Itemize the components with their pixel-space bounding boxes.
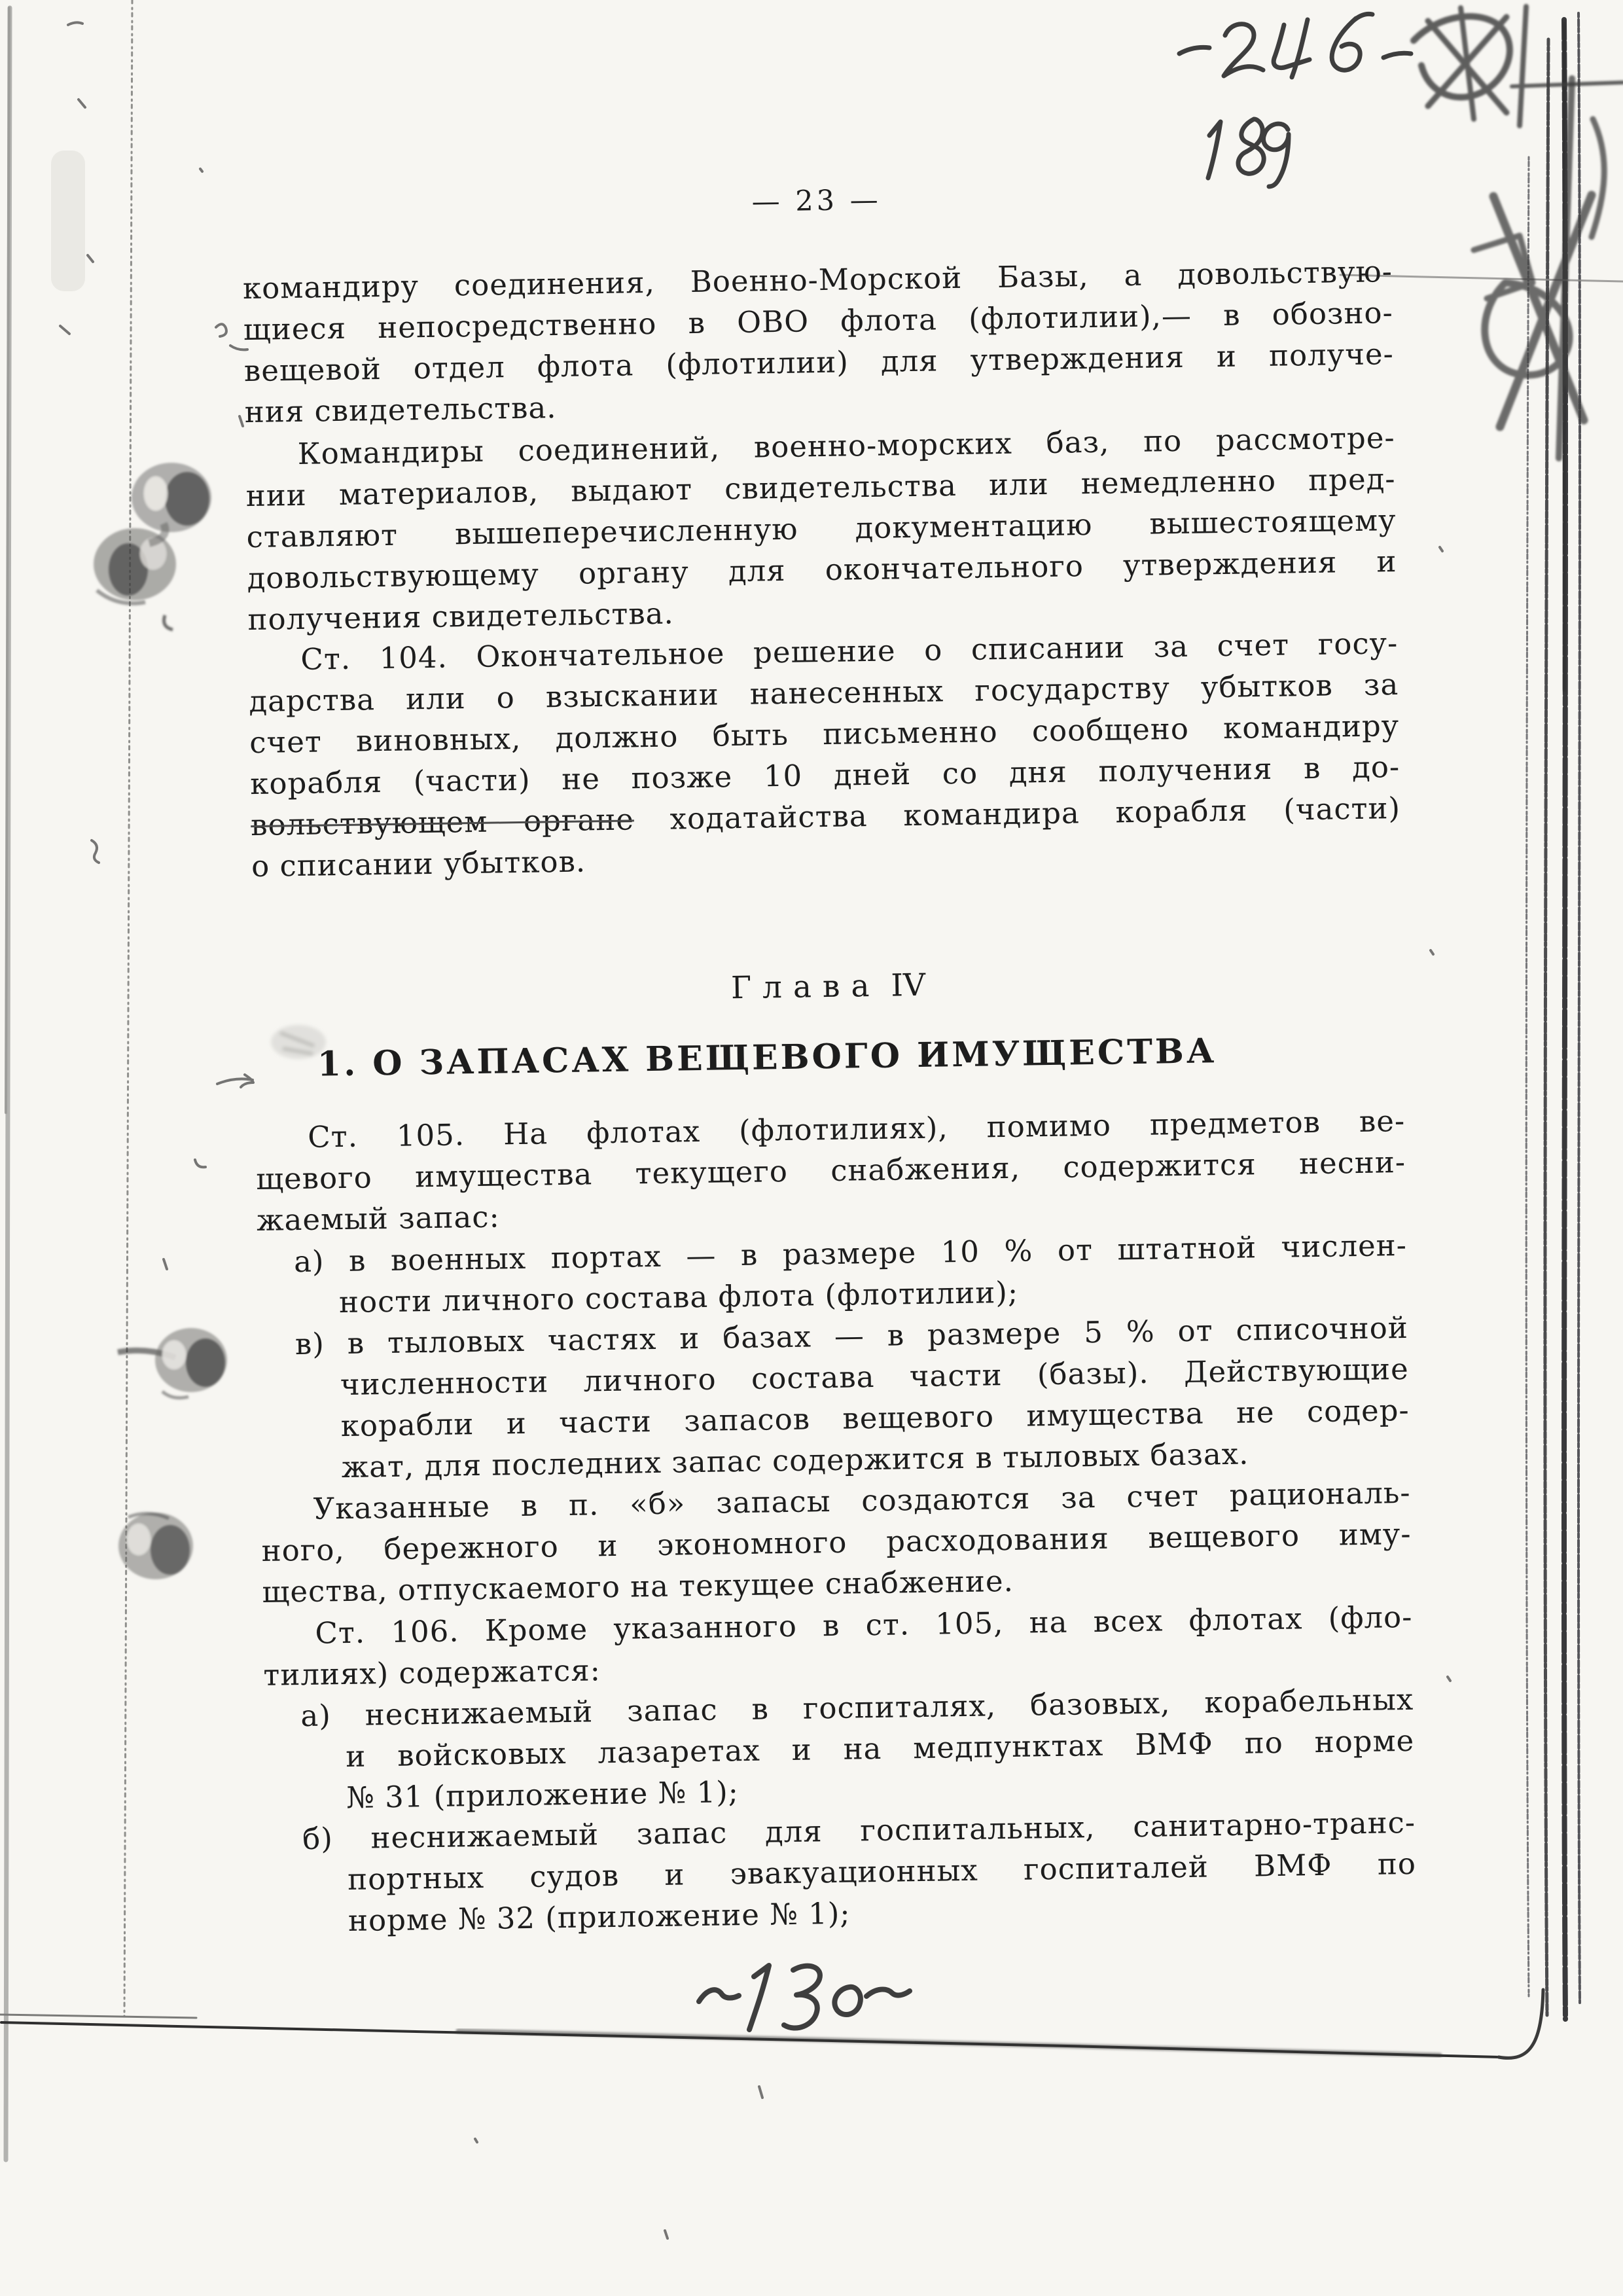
page-fold-line (124, 0, 132, 2016)
text-line: норме № 32 (приложение № 1); (348, 1895, 851, 1939)
text-line: а) неснижаемый запас в госпиталях, базовых, корабельных (300, 1681, 1414, 1734)
text-line: счет виновных, должно быть письменно сообщено командиру (249, 708, 1400, 761)
section-heading: 1. О ЗАПАСАХ ВЕЩЕВОГО ИМУЩЕСТВА (317, 1031, 1217, 1085)
text-line: в) в тыловых частях и базах — в размере 5 % от списочной (294, 1310, 1409, 1362)
line-rest: ходатайства командира корабля (части) (669, 791, 1401, 836)
corner-scribble (1414, 7, 1623, 126)
text-line: командиру соединения, Военно-Морской Базы, а довольствую- (242, 254, 1393, 306)
text-line: ного, бережного и экономного расходования вещевого иму- (261, 1516, 1412, 1568)
list-item-a2 (264, 1679, 1416, 1820)
text-line: ности личного состава флота (флотилии); (338, 1274, 1019, 1320)
text-line: корабля (части) не позже 10 дней со дня получения в до- (249, 749, 1400, 802)
text-line: Командиры соединений, военно-морских баз, по рассмотре- (297, 420, 1395, 471)
text-line: щества, отпускаемого на текущее снабжение. (262, 1563, 1014, 1609)
right-page-edge-band (1526, 13, 1580, 2019)
text-line: Ст. 104. Окончательное решение о списании за счет госу- (300, 626, 1399, 677)
text-line: вещевой отдел флота (флотилии) для утверждения и получе- (243, 336, 1395, 389)
text-line: о списании убытков. (251, 844, 586, 884)
ink-blob-3 (118, 1513, 193, 1579)
text-line: численности личного состава части (базы). Действующие (340, 1351, 1410, 1403)
text-line: нии материалов, выдают свидетельства или немедленно пред- (245, 461, 1396, 514)
text-line: а) в военных портах — в размере 10 % от штатной числен- (293, 1227, 1408, 1280)
text-line: ния свидетельства. (244, 390, 557, 430)
text-line: получения свидетельства. (247, 596, 675, 637)
left-scan-edge-line (6, 8, 85, 2160)
ink-blob-1 (94, 463, 211, 630)
text-line: б) неснижаемый запас для госпитальных, санитарно-транс- (302, 1804, 1416, 1857)
list-item-v (258, 1307, 1410, 1489)
text-line: щевого имущества текущего снабжения, содержится несни- (255, 1144, 1406, 1197)
text-column (239, 0, 1423, 2296)
paragraph-ukazannye (260, 1472, 1412, 1613)
chapter-heading (253, 960, 1404, 1013)
text-line: тилиях) содержатся: (263, 1653, 601, 1693)
text-line: довольствующему органу для окончательного утверждения и (247, 544, 1397, 596)
chapter-numeral: IV (891, 967, 926, 1004)
text-line: № 31 (приложение № 1); (346, 1774, 740, 1816)
chapter-word: Глава (730, 967, 881, 1007)
text-line: жаемый запас: (256, 1199, 501, 1238)
ink-blob-2 (118, 1328, 227, 1398)
paragraph-article-105 (255, 1100, 1407, 1241)
text-line: портных судов и эвакуационных госпиталей ВМФ по (347, 1846, 1417, 1897)
list-item-b2 (266, 1802, 1418, 1943)
struck-words: вольствующем органе (250, 802, 635, 843)
paragraph-continuation (243, 251, 1395, 433)
text-line: Указанные в п. «б» запасы создаются за счет рациональ- (313, 1475, 1411, 1526)
paragraph-commanders (245, 417, 1397, 640)
text-line: Ст. 106. Кроме указанного в ст. 105, на всех флотах (фло- (315, 1599, 1413, 1651)
page-number: — 23 — (751, 183, 882, 219)
text-line: и войсковых лазаретах и на медпунктах ВМФ по норме (345, 1723, 1415, 1774)
text-line: Ст. 105. На флотах (флотилиях), помимо предметов ве- (307, 1103, 1406, 1155)
margin-scribble (1474, 79, 1604, 458)
text-line: дарства или о взыскании нанесенных государству убытков за (248, 667, 1399, 719)
text-line: жат, для последних запас содержится в тыловых базах. (341, 1436, 1249, 1485)
text-line: щиеся непосредственно в ОВО флота (флотилии),— в обозно- (243, 295, 1394, 348)
paragraph-article-104 (248, 622, 1401, 887)
text-line: корабли и части запасов вещевого имущества не содер- (340, 1392, 1410, 1444)
text-line: ставляют вышеперечисленную документацию вышестоящему (246, 503, 1397, 555)
